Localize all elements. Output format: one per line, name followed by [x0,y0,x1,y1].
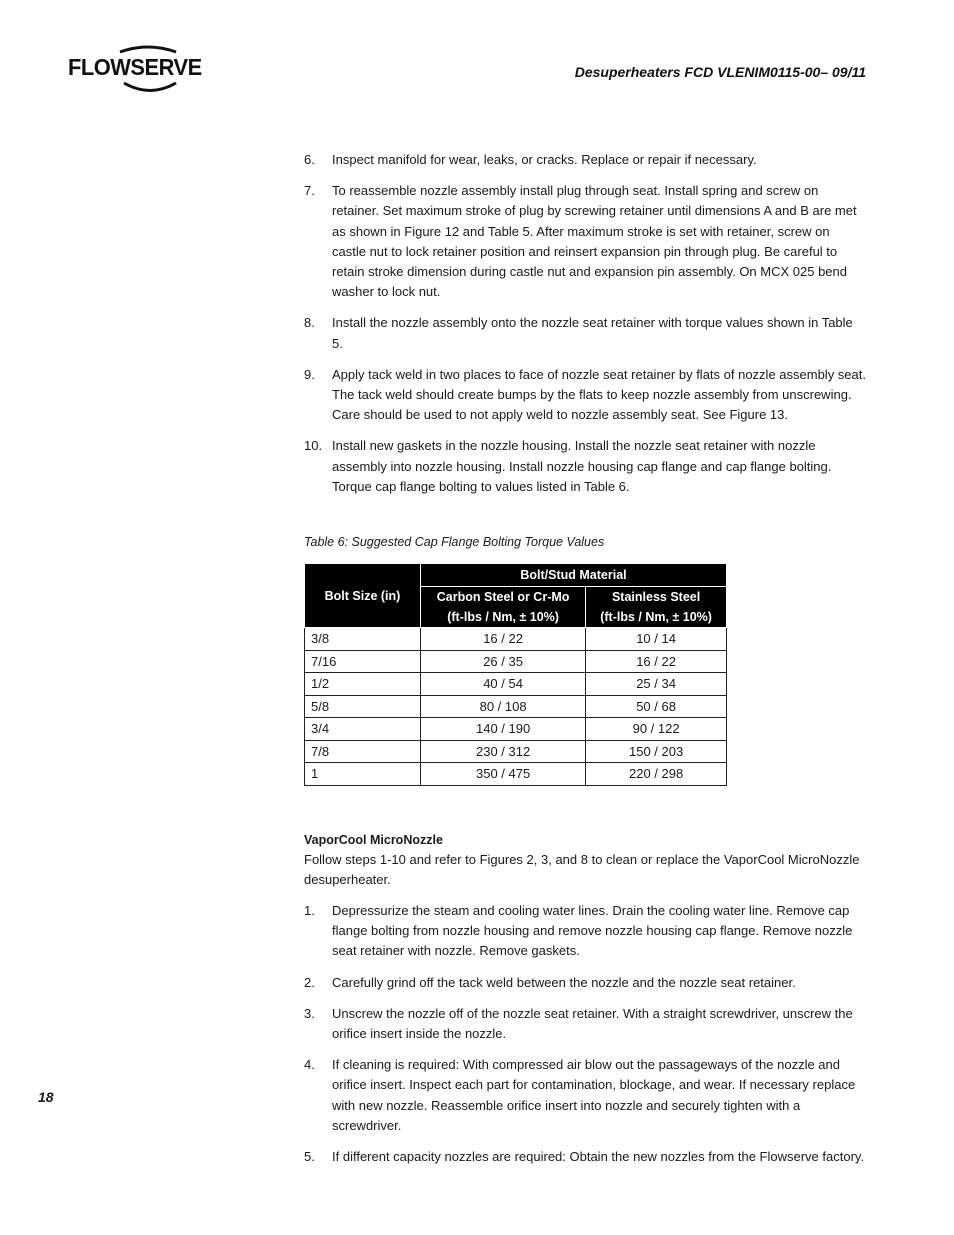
table-row [305,628,727,651]
cell-carbon-steel: 350 / 475 [421,763,586,786]
table-row [305,763,727,786]
step-text: Inspect manifold for wear, leaks, or cracks. Replace or repair if necessary. [332,152,757,167]
header-carbon-steel-unit: (ft-lbs / Nm, ± 10%) [447,610,559,625]
header-carbon-steel-label: Carbon Steel or Cr-Mo [436,590,570,605]
step-number: 6. [304,152,315,167]
table-row [305,740,727,763]
cell-stainless-steel: 16 / 22 [586,650,727,673]
step-number: 10. [304,438,323,454]
cell-bolt-size: 5/8 [305,695,421,718]
step-item [304,365,866,426]
page-number: 18 [38,1089,54,1105]
cell-stainless-steel: 220 / 298 [586,763,727,786]
step-text: Carefully grind off the tack weld between the nozzle and the nozzle seat retainer. [332,974,796,990]
flowserve-logo [68,44,208,96]
section-intro: Follow steps 1-10 and refer to Figures 2, 3, and 8 to clean or replace the VaporCool MicroNozzle desuperheater. [304,851,860,887]
step-number: 3. [304,1005,315,1021]
cell-stainless-steel: 25 / 34 [586,673,727,696]
cell-bolt-size: 7/8 [305,740,421,763]
step-number: 1. [304,902,315,918]
step-number: 9. [304,366,315,382]
step-text: Install new gaskets in the nozzle housing. Install the nozzle seat retainer with nozzle assembly into nozzle housing. Install nozzle housing cap flange and cap flange bolting. Torque cap flange bolting to values listed in Table 6. [332,438,832,494]
step-number: 2. [304,974,315,990]
cell-stainless-steel: 150 / 203 [586,740,727,763]
cell-bolt-size: 1/2 [305,673,421,696]
table-row [305,718,727,741]
step-item [304,1147,866,1167]
step-item [304,181,866,302]
main-content [304,150,866,1178]
step-text: Install the nozzle assembly onto the nozzle seat retainer with torque values shown in Table 5. [332,315,853,351]
step-number: 8. [304,315,315,331]
cell-stainless-steel: 10 / 14 [586,628,727,651]
step-item [304,150,866,170]
header-bolt-stud-material: Bolt/Stud Material [421,564,727,587]
header-carbon-steel [421,587,586,628]
table-caption: Table 6: Suggested Cap Flange Bolting Torque Values [304,535,605,550]
step-text: Apply tack weld in two places to face of nozzle seat retainer by flats of nozzle assembly seat. The tack weld should create bumps by the flats to keep nozzle assembly from unscrewing. Care should be used to not apply weld to nozzle assembly seat. See Figure 13. [332,366,866,423]
table-row [305,695,727,718]
step-item [304,313,866,353]
torque-table-body [305,628,727,786]
cell-bolt-size: 7/16 [305,650,421,673]
section-title: VaporCool MicroNozzle [304,832,443,847]
step-item [304,1055,866,1136]
step-number: 7. [304,183,315,199]
document-reference: Desuperheaters FCD VLENIM0115-00– 09/11 [574,64,866,80]
step-number: 4. [304,1057,315,1073]
step-number: 5. [304,1148,315,1164]
torque-table [304,563,727,786]
step-item [304,1004,866,1044]
steps-list-a [304,150,866,497]
cell-carbon-steel: 140 / 190 [421,718,586,741]
steps-list-b [304,901,866,1167]
header-bolt-size: Bolt Size (in) [305,564,421,628]
step-item [304,901,866,962]
step-text: To reassemble nozzle assembly install plug through seat. Install spring and screw on retainer. Set maximum stroke of plug by screwing retainer until dimensions A and B are met as shown in Figure 12 and Table 5. After maximum stroke is set with retainer, screw on castle nut to lock retainer position and reinsert expansion pin through plug. Be careful to retain stroke dimension during castle nut and expansion pin assembly. On MCX 025 bend washer to lock nut. [332,183,857,300]
step-text: Unscrew the nozzle off of the nozzle seat retainer. With a straight screwdriver, unscrew the orifice insert inside the nozzle. [332,1005,853,1041]
step-text: Depressurize the steam and cooling water lines. Drain the cooling water line. Remove cap flange bolting from nozzle housing and remove nozzle housing cap flange. Remove nozzle seat retainer with nozzle. Remove gaskets. [332,902,853,959]
step-item [304,973,866,993]
table-row [305,673,727,696]
header-stainless-steel [586,587,727,628]
brand-name: FLOWSERVE [68,54,202,80]
cell-bolt-size: 3/4 [305,718,421,741]
cell-carbon-steel: 40 / 54 [421,673,586,696]
cell-carbon-steel: 16 / 22 [421,628,586,651]
table-row [305,650,727,673]
header-stainless-steel-label: Stainless Steel [611,590,701,605]
cell-stainless-steel: 90 / 122 [586,718,727,741]
step-item [304,436,866,497]
step-text: If cleaning is required: With compressed air blow out the passageways of the nozzle and orifice insert. Inspect each part for contamination, blockage, and wear. If necessary replace with new nozzle. Reassemble orifice insert into nozzle and securely tighten with a screwdriver. [332,1057,856,1133]
header-stainless-steel-unit: (ft-lbs / Nm, ± 10%) [600,610,712,625]
cell-stainless-steel: 50 / 68 [586,695,727,718]
cell-bolt-size: 1 [305,763,421,786]
cell-bolt-size: 3/8 [305,628,421,651]
cell-carbon-steel: 230 / 312 [421,740,586,763]
cell-carbon-steel: 26 / 35 [421,650,586,673]
step-text: If different capacity nozzles are required: Obtain the new nozzles from the Flowserve factory. [332,1148,865,1164]
cell-carbon-steel: 80 / 108 [421,695,586,718]
